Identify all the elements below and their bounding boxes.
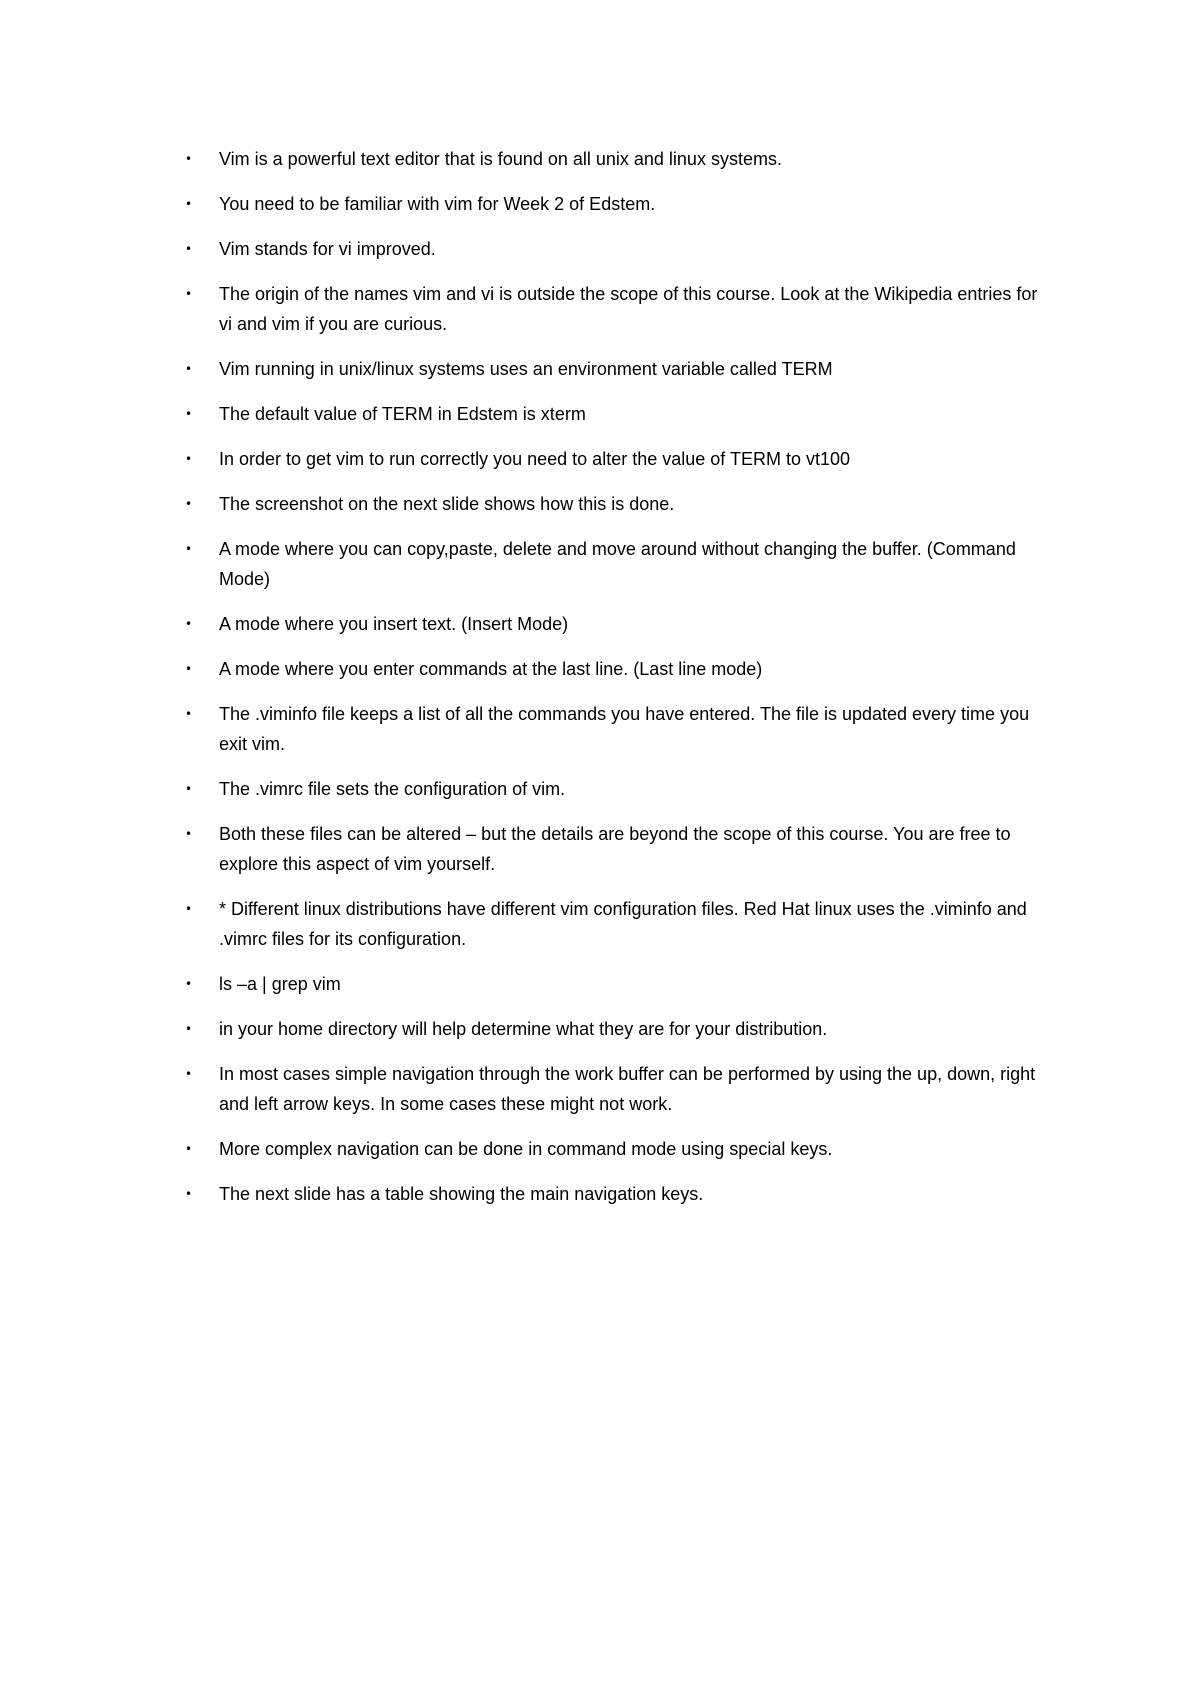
list-item <box>0 609 1200 639</box>
list-item <box>0 144 1200 174</box>
bullet-icon: • <box>185 452 193 466</box>
list-item <box>0 1014 1200 1044</box>
bullet-icon: • <box>185 827 193 841</box>
bullet-list <box>0 144 1200 1224</box>
bullet-icon: • <box>185 707 193 721</box>
list-item <box>0 699 1200 759</box>
list-item-text: Vim stands for vi improved. <box>219 239 436 259</box>
list-item-text: ls –a | grep vim <box>219 974 341 994</box>
bullet-icon: • <box>185 662 193 676</box>
list-item <box>0 534 1200 594</box>
list-item-text: The next slide has a table showing the main navigation keys. <box>219 1184 704 1204</box>
list-item-text: A mode where you insert text. (Insert Mode) <box>219 614 569 634</box>
list-item <box>0 819 1200 879</box>
bullet-icon: • <box>185 152 193 166</box>
bullet-icon: • <box>185 1142 193 1156</box>
list-item <box>0 444 1200 474</box>
list-item-text: More complex navigation can be done in command mode using special keys. <box>219 1139 833 1159</box>
list-item-text: The default value of TERM in Edstem is xterm <box>219 404 586 424</box>
bullet-icon: • <box>185 497 193 511</box>
list-item-text: Vim running in unix/linux systems uses an environment variable called TERM <box>219 359 833 379</box>
bullet-icon: • <box>185 782 193 796</box>
list-item-text: A mode where you enter commands at the last line. (Last line mode) <box>219 659 763 679</box>
list-item <box>0 654 1200 684</box>
list-item <box>0 774 1200 804</box>
list-item-text: In most cases simple navigation through the work buffer can be performed by using the up, down, right and left arrow keys. In some cases these might not work. <box>219 1064 1036 1114</box>
list-item-text: The .viminfo file keeps a list of all the commands you have entered. The file is updated every time you exit vim. <box>219 704 1030 754</box>
bullet-icon: • <box>185 1022 193 1036</box>
list-item-text: The origin of the names vim and vi is outside the scope of this course. Look at the Wikipedia entries for vi and vim if you are curious. <box>219 284 1038 334</box>
bullet-icon: • <box>185 617 193 631</box>
list-item <box>0 489 1200 519</box>
bullet-icon: • <box>185 542 193 556</box>
list-item <box>0 234 1200 264</box>
list-item-text: * Different linux distributions have different vim configuration files. Red Hat linux uses the .viminfo and .vimrc files for its configuration. <box>219 899 1027 949</box>
bullet-icon: • <box>185 287 193 301</box>
bullet-icon: • <box>185 197 193 211</box>
list-item-text: The screenshot on the next slide shows how this is done. <box>219 494 675 514</box>
bullet-icon: • <box>185 977 193 991</box>
list-item <box>0 1179 1200 1209</box>
bullet-icon: • <box>185 1067 193 1081</box>
list-item <box>0 399 1200 429</box>
bullet-icon: • <box>185 407 193 421</box>
list-item-text: Vim is a powerful text editor that is found on all unix and linux systems. <box>219 149 782 169</box>
list-item <box>0 354 1200 384</box>
list-item-text: You need to be familiar with vim for Week 2 of Edstem. <box>219 194 656 214</box>
list-item-text: in your home directory will help determine what they are for your distribution. <box>219 1019 828 1039</box>
list-item <box>0 279 1200 339</box>
list-item <box>0 894 1200 954</box>
bullet-icon: • <box>185 1187 193 1201</box>
list-item <box>0 969 1200 999</box>
list-item-text: A mode where you can copy,paste, delete and move around without changing the buffer. (Command Mode) <box>219 539 1016 589</box>
bullet-icon: • <box>185 242 193 256</box>
list-item-text: Both these files can be altered – but the details are beyond the scope of this course. You are free to explore this aspect of vim yourself. <box>219 824 1011 874</box>
bullet-icon: • <box>185 902 193 916</box>
list-item <box>0 1134 1200 1164</box>
bullet-icon: • <box>185 362 193 376</box>
list-item-text: In order to get vim to run correctly you need to alter the value of TERM to vt100 <box>219 449 850 469</box>
list-item-text: The .vimrc file sets the configuration of vim. <box>219 779 566 799</box>
list-item <box>0 189 1200 219</box>
list-item <box>0 1059 1200 1119</box>
